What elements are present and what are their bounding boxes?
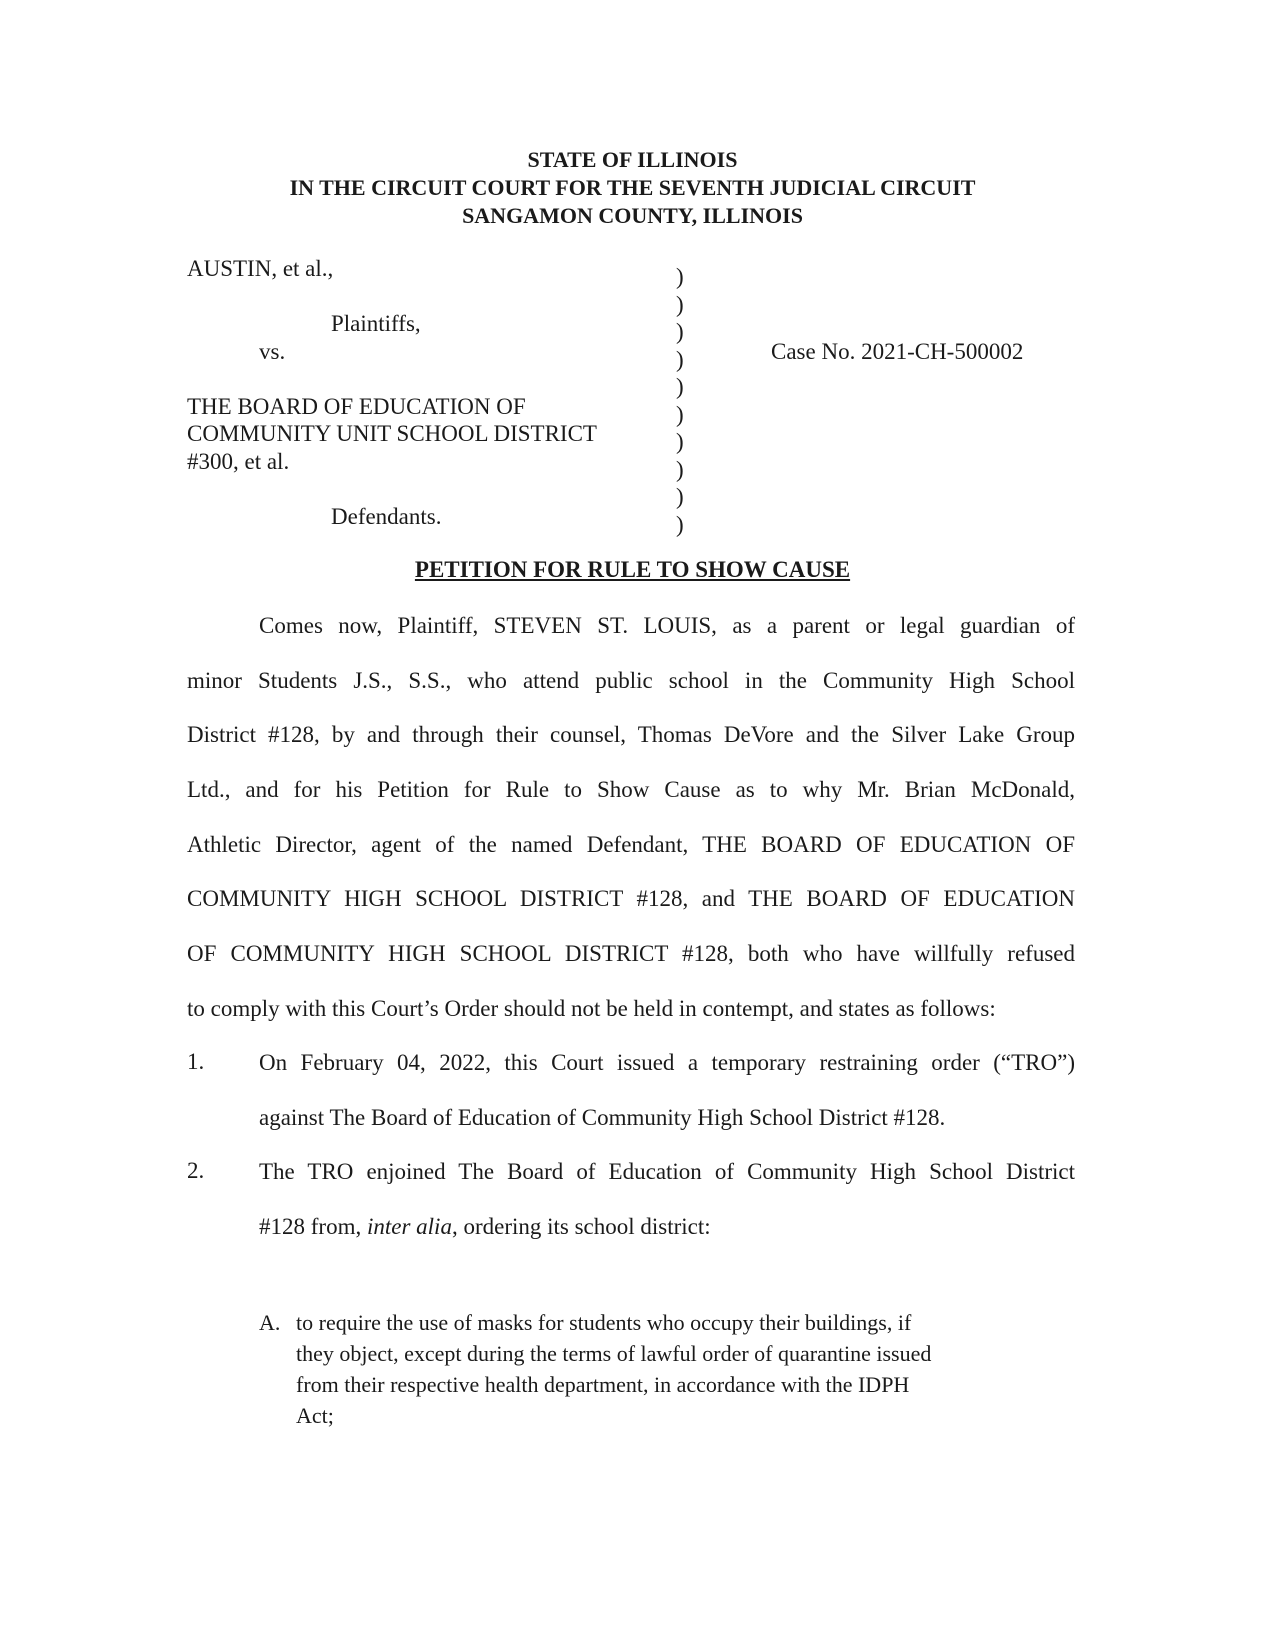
sub-item-line: Act; <box>296 1403 334 1428</box>
header-state: STATE OF ILLINOIS <box>527 147 738 172</box>
intro-line: Comes now, Plaintiff, STEVEN ST. LOUIS, as a parent or legal guardian of <box>259 613 1075 638</box>
caption-paren: ) <box>676 456 684 482</box>
defendants-label: Defendants. <box>331 504 442 529</box>
caption-paren: ) <box>676 374 684 399</box>
caption-paren: ) <box>676 401 684 427</box>
caption-paren: ) <box>676 429 684 454</box>
sub-item-letter: A. <box>259 1310 281 1335</box>
item-2-line <box>259 1213 1075 1241</box>
item-1-line: against The Board of Education of Community High School District #128. <box>259 1105 946 1130</box>
plaintiff-name: AUSTIN, et al., <box>187 256 334 281</box>
versus-label: vs. <box>259 339 286 364</box>
court-header <box>0 146 1265 230</box>
sub-item-line: to require the use of masks for students who occupy their buildings, if <box>296 1310 912 1335</box>
sub-item-line: from their respective health department, in accordance with the IDPH <box>296 1372 910 1397</box>
sub-item-line: they object, except during the terms of lawful order of quarantine issued <box>296 1341 932 1366</box>
item-2-text: #128 from, <box>259 1214 367 1239</box>
intro-line: Athletic Director, agent of the named Defendant, THE BOARD OF EDUCATION OF <box>187 832 1075 857</box>
caption-paren: ) <box>676 511 684 537</box>
header-court: IN THE CIRCUIT COURT FOR THE SEVENTH JUDICIAL CIRCUIT <box>289 175 976 200</box>
intro-line: OF COMMUNITY HIGH SCHOOL DISTRICT #128, both who have willfully refused <box>187 941 1075 966</box>
caption-paren: ) <box>676 319 684 344</box>
item-2-italic-text: inter alia <box>366 1214 452 1239</box>
header-county: SANGAMON COUNTY, ILLINOIS <box>462 203 803 228</box>
defendant-line-3: #300, et al. <box>187 449 290 474</box>
intro-line: minor Students J.S., S.S., who attend public school in the Community High School <box>187 668 1075 693</box>
sub-item-text <box>296 1307 931 1431</box>
intro-line: District #128, by and through their counsel, Thomas DeVore and the Silver Lake Group <box>187 722 1075 747</box>
defendant-line-2: COMMUNITY UNIT SCHOOL DISTRICT <box>187 421 597 446</box>
intro-line: to comply with this Court’s Order should not be held in contempt, and states as follows: <box>187 996 996 1021</box>
item-number: 1. <box>187 1049 205 1074</box>
caption-paren: ) <box>676 346 684 372</box>
defendant-line-1: THE BOARD OF EDUCATION OF <box>187 394 526 419</box>
intro-line: Ltd., and for his Petition for Rule to Show Cause as to why Mr. Brian McDonald, <box>187 777 1075 802</box>
plaintiffs-label: Plaintiffs, <box>331 311 421 336</box>
caption-paren-column <box>676 263 684 538</box>
caption-paren: ) <box>676 264 684 289</box>
caption-paren: ) <box>676 291 684 317</box>
intro-line: COMMUNITY HIGH SCHOOL DISTRICT #128, and THE BOARD OF EDUCATION <box>187 886 1075 911</box>
case-number: Case No. 2021-CH-500002 <box>771 339 1024 364</box>
caption-paren: ) <box>676 484 684 509</box>
item-2-line: The TRO enjoined The Board of Education of Community High School District <box>259 1159 1075 1184</box>
document-title: PETITION FOR RULE TO SHOW CAUSE <box>414 557 851 582</box>
item-number: 2. <box>187 1158 205 1183</box>
item-2-text: , ordering its school district: <box>451 1214 711 1239</box>
item-1-line: On February 04, 2022, this Court issued a temporary restraining order (“TRO”) <box>259 1050 1075 1075</box>
